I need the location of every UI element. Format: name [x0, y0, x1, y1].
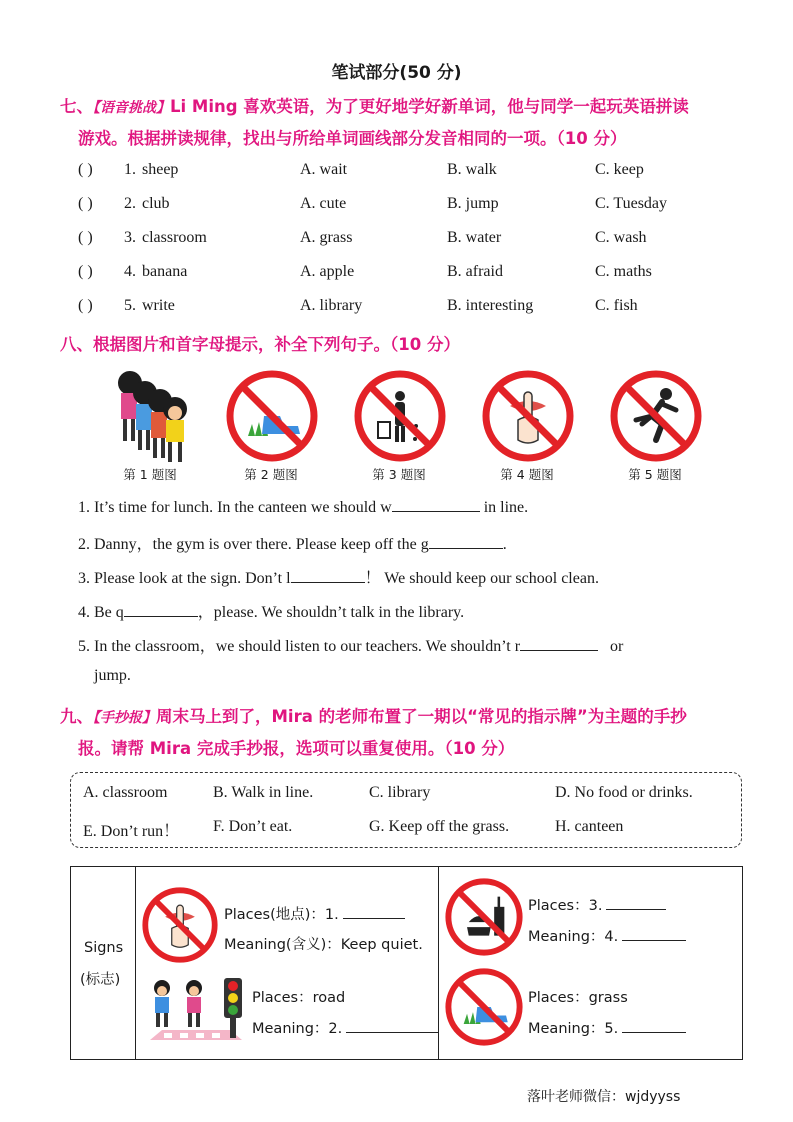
option-a[interactable]: A. cute [300, 195, 347, 212]
option-b[interactable]: B. water [447, 229, 502, 246]
q7-item-word: sheep [142, 161, 179, 178]
caption-4: 第 4 题图 [500, 467, 554, 482]
answer-bracket[interactable]: ( ) [78, 229, 93, 246]
q7-item-number: 2. [124, 195, 136, 212]
q8-sentence-5: 5. In the classroom，we should listen to our teachers. We shouldn’t r or [78, 638, 624, 655]
option-a: A. classroom [83, 784, 168, 801]
children-crossing-road-picture [146, 976, 252, 1042]
cell4-meaning: Meaning：5. [528, 1017, 686, 1038]
page-title: 笔试部分(50 分) [331, 63, 462, 83]
q9-heading [60, 700, 687, 735]
no-running-sign [610, 370, 702, 462]
option-b[interactable]: B. jump [447, 195, 499, 212]
q8-sentence-5-continuation: jump. [94, 667, 131, 684]
option-d: D. No food or drinks. [555, 784, 693, 801]
q9-number: 九、 [60, 707, 93, 726]
answer-bracket[interactable]: ( ) [78, 297, 93, 314]
q7-item-word: classroom [142, 229, 207, 246]
q7-item-number: 3. [124, 229, 136, 246]
answer-bracket[interactable]: ( ) [78, 161, 93, 178]
signs-label: Signs [84, 940, 124, 956]
option-c: C. library [369, 784, 431, 801]
option-a[interactable]: A. grass [300, 229, 353, 246]
option-a[interactable]: A. library [300, 297, 363, 314]
answer-blank[interactable] [429, 534, 503, 549]
q7-item-word: write [142, 297, 175, 314]
option-b[interactable]: B. interesting [447, 297, 534, 314]
q7-instruction-line2: 游戏。根据拼读规律，找出与所给单词画线部分发音相同的一项。（10 分） [78, 129, 627, 148]
option-a[interactable]: A. apple [300, 263, 355, 280]
answer-blank[interactable] [520, 636, 598, 651]
q8-sentence-2: 2. Danny，the gym is over there. Please keep off the g . [78, 536, 507, 553]
q7-item-number: 5. [124, 297, 136, 314]
answer-blank[interactable] [392, 497, 480, 512]
q9-instruction-line2: 报。请帮 Mira 完成手抄报，选项可以重复使用。（10 分） [78, 739, 515, 758]
child-figure [154, 980, 170, 1027]
cell1-places: Places(地点)：1. [224, 903, 405, 924]
answer-blank[interactable] [343, 904, 405, 919]
answer-blank[interactable] [606, 895, 666, 910]
cell2-places: Places：road [252, 990, 346, 1006]
cell1-meaning: Meaning(含义)：Keep quiet. [224, 937, 423, 953]
caption-3: 第 3 题图 [372, 467, 426, 482]
signs-label-cn: (标志) [80, 972, 121, 988]
answer-blank[interactable] [622, 926, 686, 941]
option-c[interactable]: C. Tuesday [595, 195, 668, 212]
traffic-light-icon [224, 978, 242, 1038]
child-figure [186, 980, 202, 1027]
q7-tag: 【语音挑战】 [93, 100, 170, 116]
option-f: F. Don’t eat. [213, 818, 293, 835]
cell3-meaning: Meaning：4. [528, 925, 686, 946]
q7-heading [60, 90, 689, 125]
cell2-meaning: Meaning：2. [252, 1017, 438, 1038]
caption-1: 第 1 题图 [123, 467, 177, 482]
no-stepping-on-grass-sign [226, 370, 318, 462]
option-b: B. Walk in line. [213, 784, 314, 801]
caption-5: 第 5 题图 [628, 467, 682, 482]
option-b[interactable]: B. walk [447, 161, 497, 178]
table-divider [135, 867, 136, 1059]
q8-sentence-4: 4. Be q ，please. We shouldn’t talk in the library. [78, 604, 465, 621]
student-figure [163, 397, 187, 462]
table-keep-quiet-sign [142, 887, 218, 963]
answer-blank[interactable] [346, 1018, 438, 1033]
footer-contact: 落叶老师微信：wjdyyss [527, 1089, 681, 1105]
option-g: G. Keep off the grass. [369, 818, 510, 835]
option-b[interactable]: B. afraid [447, 263, 503, 280]
option-c[interactable]: C. wash [595, 229, 647, 246]
caption-2: 第 2 题图 [244, 467, 298, 482]
option-c[interactable]: C. keep [595, 161, 644, 178]
option-c[interactable]: C. fish [595, 297, 638, 314]
q7-instruction-line1: Li Ming 喜欢英语，为了更好地学好新单词，他与同学一起玩英语拼读 [170, 97, 689, 116]
table-keep-off-grass-sign [445, 968, 523, 1046]
option-c[interactable]: C. maths [595, 263, 652, 280]
cell4-places: Places：grass [528, 990, 628, 1006]
cell3-places: Places：3. [528, 894, 666, 915]
option-e: E. Don’t run！ [83, 823, 180, 840]
q8-heading: 八、根据图片和首字母提示，补全下列句子。（10 分） [60, 335, 460, 354]
option-h: H. canteen [555, 818, 624, 835]
answer-bracket[interactable]: ( ) [78, 263, 93, 280]
q7-item-word: banana [142, 263, 188, 280]
crosswalk-icon [150, 1030, 242, 1040]
q7-item-word: club [142, 195, 170, 212]
q7-item-number: 1. [124, 161, 136, 178]
q7-item-number: 4. [124, 263, 136, 280]
answer-bracket[interactable]: ( ) [78, 195, 93, 212]
no-food-or-drinks-sign [445, 878, 523, 956]
option-a[interactable]: A. wait [300, 161, 348, 178]
q9-instruction-line1: 周末马上到了，Mira 的老师布置了一期以“常见的指示牌”为主题的手抄 [156, 707, 687, 726]
students-in-line-picture [108, 365, 193, 465]
keep-quiet-sign [482, 370, 574, 462]
answer-blank[interactable] [124, 602, 198, 617]
answer-blank[interactable] [291, 568, 365, 583]
no-littering-sign [354, 370, 446, 462]
q8-sentence-3: 3. Please look at the sign. Don’t l ！ We should keep our school clean. [78, 570, 599, 587]
answer-blank[interactable] [622, 1018, 686, 1033]
q7-number: 七、 [60, 97, 93, 116]
q8-sentence-1: 1. It’s time for lunch. In the canteen we should w in line. [78, 499, 529, 516]
q9-tag: 【手抄报】 [93, 710, 156, 726]
